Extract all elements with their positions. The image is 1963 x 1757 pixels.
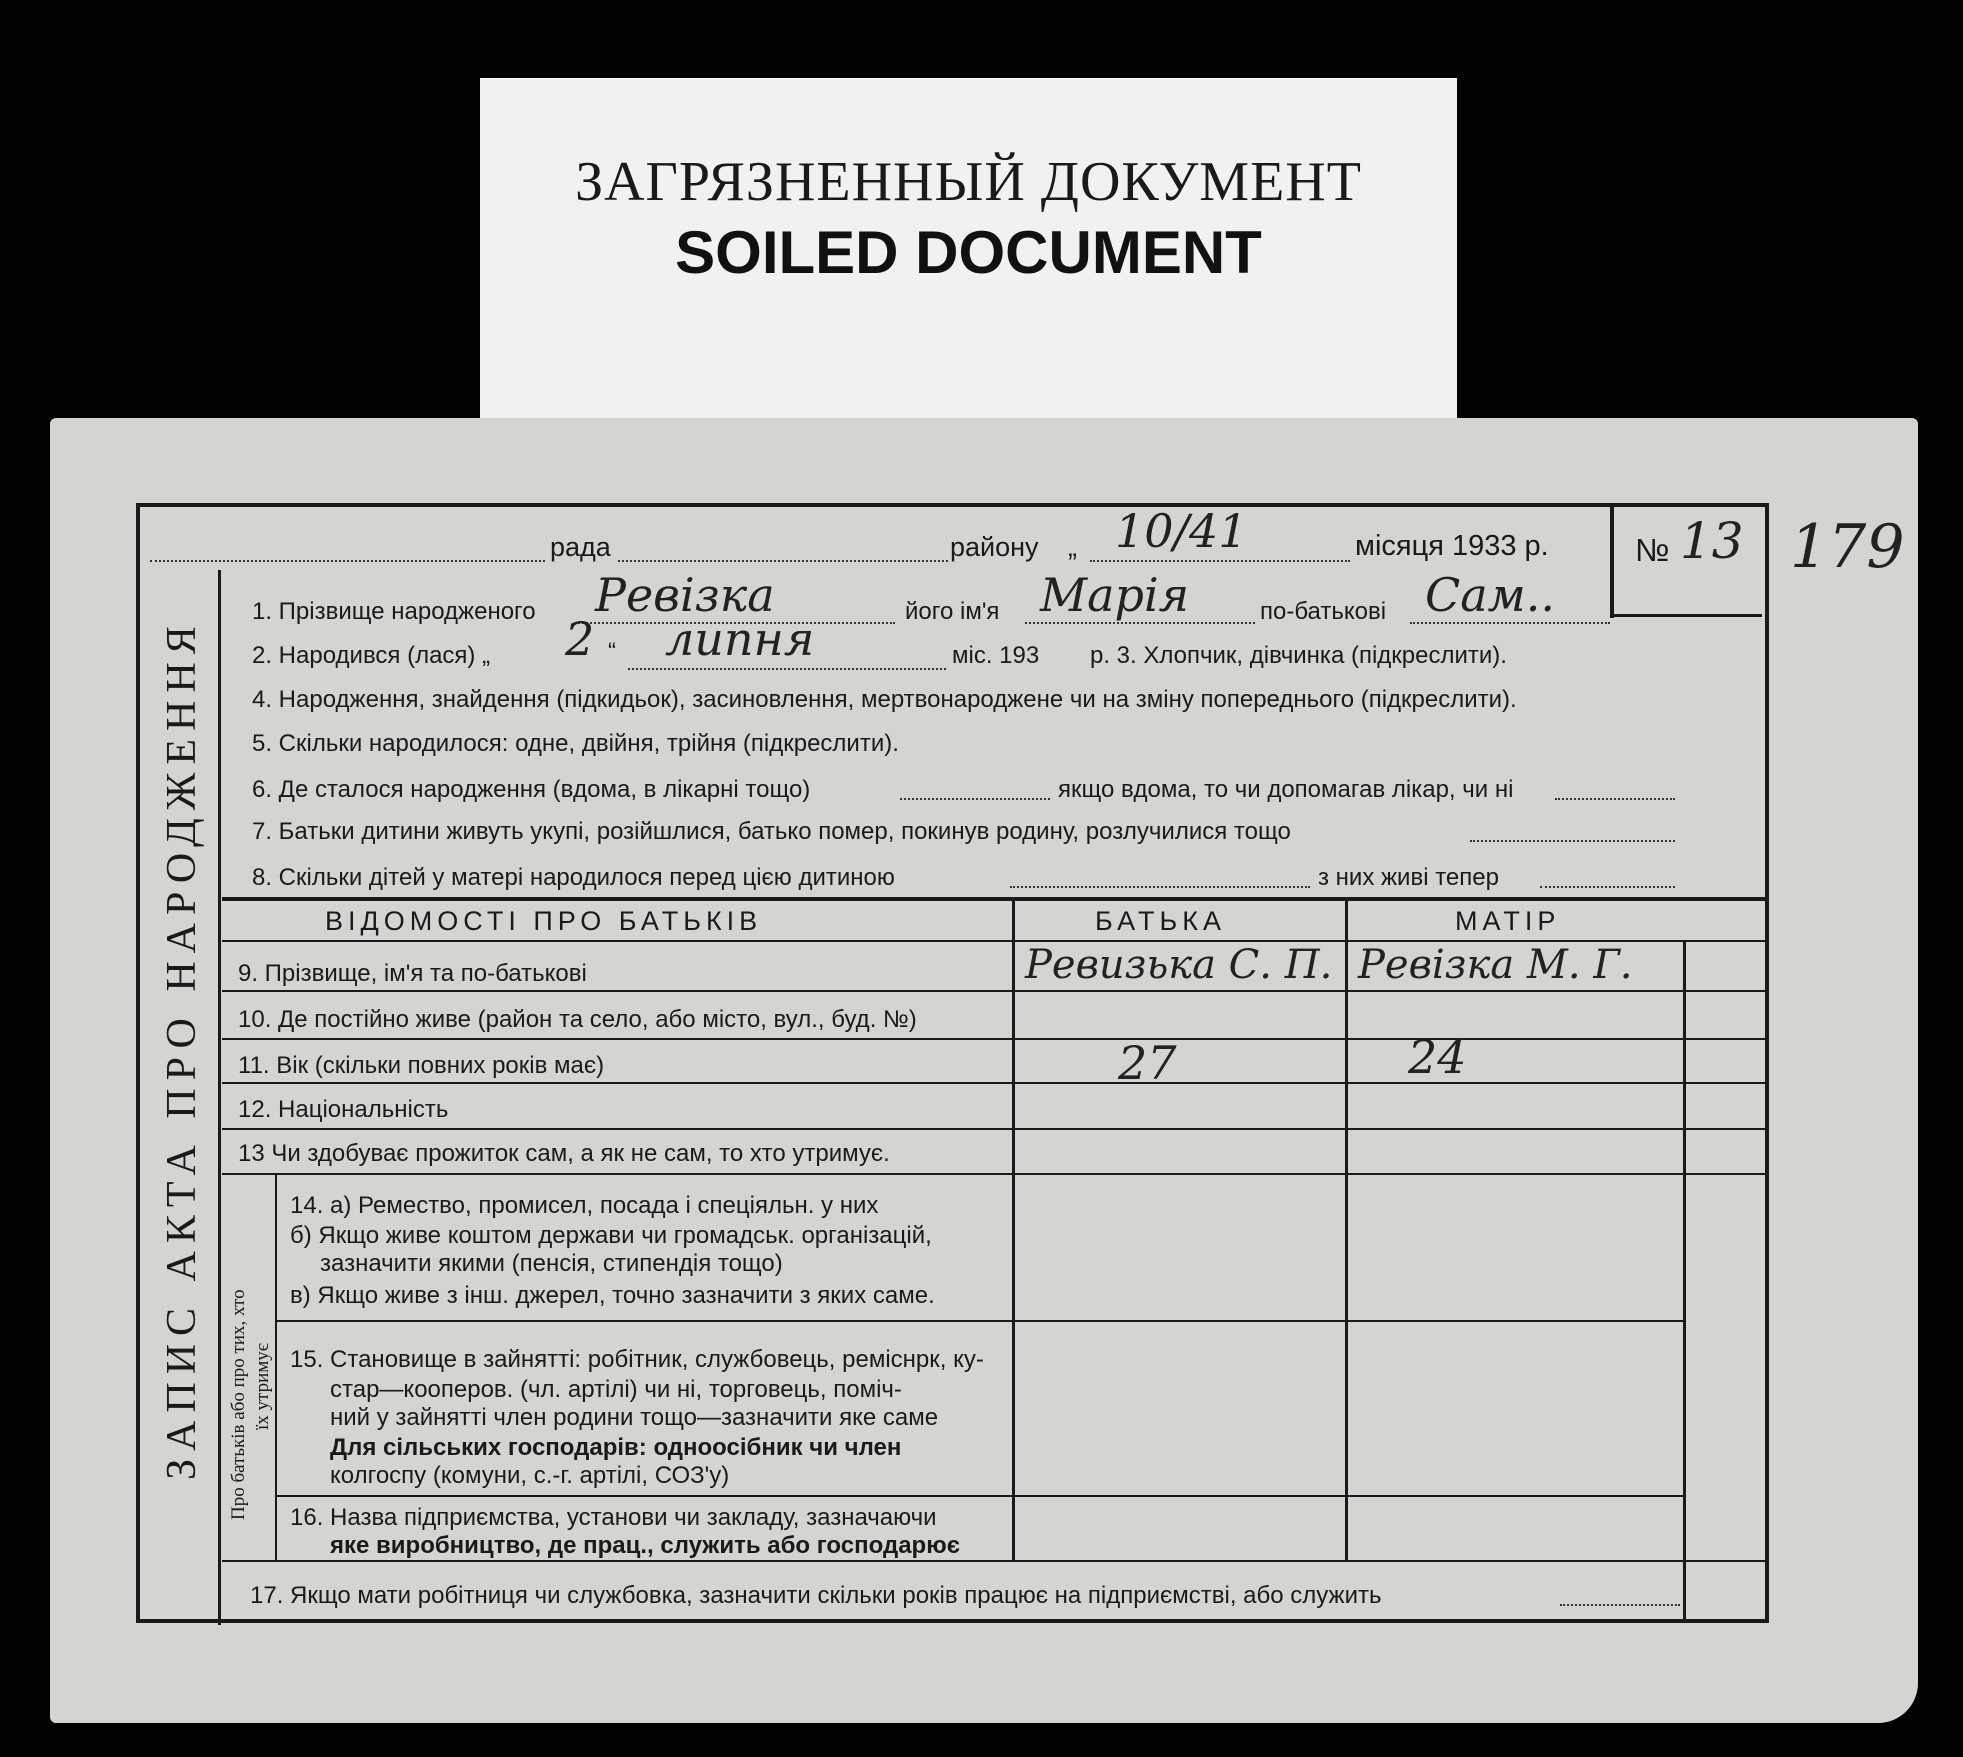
- table-top-rule: [222, 897, 1767, 901]
- row-line-14: [275, 1320, 1685, 1322]
- row-15-label-4: Для сільських господарів: одноосібник чи член: [330, 1434, 902, 1461]
- row-9-label: 9. Прізвище, ім'я та по-батькові: [238, 960, 587, 987]
- handwritten-father-name: Ревизька С. П.: [1025, 942, 1333, 988]
- row-17-line: [1560, 1604, 1680, 1606]
- date-field-line: [1090, 560, 1350, 562]
- field-6-line: [900, 798, 1050, 800]
- col-divider-1: [1012, 900, 1015, 1560]
- row-10-label: 10. Де постійно живе (район та село, або місто, вул., буд. №): [238, 1006, 917, 1033]
- field-6-doctor-line: [1555, 798, 1675, 800]
- row-16-label-2: яке виробництво, де прац., служить або господарює: [330, 1532, 960, 1559]
- handwritten-birth-day: 2: [565, 612, 595, 666]
- handwritten-number: 13: [1680, 512, 1744, 570]
- label-russian: ЗАГРЯЗНЕННЫЙ ДОКУМЕНТ: [575, 151, 1362, 213]
- field-1-name-label: його ім'я: [905, 598, 1000, 625]
- field-1-patronymic-label: по-батькові: [1260, 598, 1387, 625]
- row-line-11: [222, 1082, 1767, 1084]
- field-8-line: [1010, 886, 1310, 888]
- field-7-label: 7. Батьки дитини живуть укупі, розійшлися, батько помер, покинув родину, розлучилися тощо: [252, 818, 1291, 845]
- row-line-10: [222, 1038, 1767, 1040]
- field-6-label: 6. Де сталося народження (вдома, в лікарні тощо): [252, 776, 811, 803]
- row-line-13: [222, 1173, 1767, 1175]
- vertical-form-title: ЗАПИС АКТА ПРО НАРОДЖЕННЯ: [159, 618, 205, 1480]
- field-3-gender-label: р. 3. Хлопчик, дівчинка (підкреслити).: [1090, 642, 1507, 669]
- field-8-alive-label: з них живі тепер: [1318, 864, 1499, 891]
- soiled-document-label: [480, 78, 1457, 418]
- row-15-label-1: 15. Становище в зайнятті: робітник, службовець, реміснрк, ку-: [290, 1346, 984, 1373]
- rayon-field-line: [618, 560, 948, 562]
- field-2-quote: “: [608, 638, 616, 665]
- row-15-label-3: ний у зайнятті член родини тощо—зазначити яке саме: [330, 1404, 939, 1431]
- row-17-label: 17. Якщо мати робітниця чи службовка, зазначити скільки років працює на підприємстві, або служить: [250, 1582, 1382, 1609]
- field-2-born-label: 2. Народився (лася) „: [252, 642, 491, 669]
- side-label-dependents: їх утримує: [252, 1343, 273, 1430]
- side-label-divider: [275, 1175, 277, 1560]
- row-12-label: 12. Національність: [238, 1096, 449, 1123]
- handwritten-mother-age: 24: [1408, 1030, 1467, 1084]
- col-header-info: ВІДОМОСТІ ПРО БАТЬКІВ: [325, 906, 763, 936]
- row-line-12: [222, 1128, 1767, 1130]
- col-divider-3: [1683, 940, 1686, 1620]
- month-year-label: місяця 1933 р.: [1355, 530, 1549, 562]
- field-1-surname-label: 1. Прізвище народженого: [252, 598, 536, 625]
- number-box-bottom: [1610, 614, 1762, 617]
- rayon-label: району: [950, 532, 1039, 562]
- row-13-label: 13 Чи здобуває прожиток сам, а як не сам, то хто утримує.: [238, 1140, 890, 1167]
- row-line-16: [222, 1560, 1767, 1562]
- side-label-parents: Про батьків або про тих, хто: [228, 1289, 249, 1520]
- row-14c-label: в) Якщо живе з інш. джерел, точно зазначити з яких саме.: [290, 1282, 935, 1309]
- field-6-doctor-label: якщо вдома, то чи допомагав лікар, чи ні: [1058, 776, 1514, 803]
- field-2-month-line: [628, 668, 946, 670]
- field-4-label: 4. Народження, знайдення (підкидьок), засиновлення, мертвонароджене чи на зміну попереднього (підкреслити).: [252, 686, 1517, 713]
- number-label: №: [1635, 532, 1670, 568]
- handwritten-name: Марія: [1040, 568, 1190, 622]
- handwritten-birth-month: липня: [665, 612, 815, 666]
- handwritten-father-age: 27: [1118, 1036, 1177, 1090]
- row-14b-label-2: зазначити якими (пенсія, стипендія тощо): [320, 1250, 783, 1277]
- field-8-alive-line: [1540, 886, 1675, 888]
- label-english: SOILED DOCUMENT: [675, 219, 1262, 286]
- rada-field-line: [150, 560, 545, 562]
- row-11-label: 11. Вік (скільки повних років має): [238, 1052, 605, 1079]
- row-line-9: [222, 990, 1767, 992]
- row-15-label-2: стар—кооперов. (чл. артілі) чи ні, торговець, поміч-: [330, 1376, 902, 1403]
- field-1-patronymic-line: [1410, 622, 1610, 624]
- handwritten-margin-number: 179: [1790, 512, 1905, 582]
- row-14a-label: 14. а) Ремество, промисел, посада і спеціяльн. у них: [290, 1192, 879, 1219]
- field-8-label: 8. Скільки дітей у матері народилося перед цією дитиною: [252, 864, 895, 891]
- row-15-label-5: колгоспу (комуни, с.-г. артілі, СОЗ'у): [330, 1462, 730, 1489]
- field-7-line: [1470, 840, 1675, 842]
- col-divider-2: [1345, 900, 1348, 1560]
- field-2-month-label: міс. 193: [952, 642, 1040, 669]
- handwritten-patronymic: Сам..: [1425, 568, 1556, 622]
- number-box-left: [1610, 503, 1614, 618]
- handwritten-mother-name: Ревізка М. Г.: [1358, 942, 1633, 988]
- date-open-quote: „: [1068, 532, 1077, 562]
- rada-label: рада: [550, 532, 611, 562]
- vertical-title-divider: [218, 570, 221, 1625]
- col-header-father: БАТЬКА: [1095, 906, 1226, 936]
- field-5-label: 5. Скільки народилося: одне, двійня, трійня (підкреслити).: [252, 730, 899, 757]
- field-1-name-line: [1025, 622, 1255, 624]
- col-header-mother: МАТІР: [1455, 906, 1561, 936]
- row-line-15: [275, 1495, 1685, 1497]
- row-14b-label-1: б) Якщо живе коштом держави чи громадськ. організацій,: [290, 1222, 932, 1249]
- handwritten-surname: Ревізка: [595, 568, 775, 622]
- handwritten-date: 10/41: [1115, 504, 1248, 558]
- row-16-label-1: 16. Назва підприємства, установи чи закладу, зазначаючи: [290, 1504, 937, 1531]
